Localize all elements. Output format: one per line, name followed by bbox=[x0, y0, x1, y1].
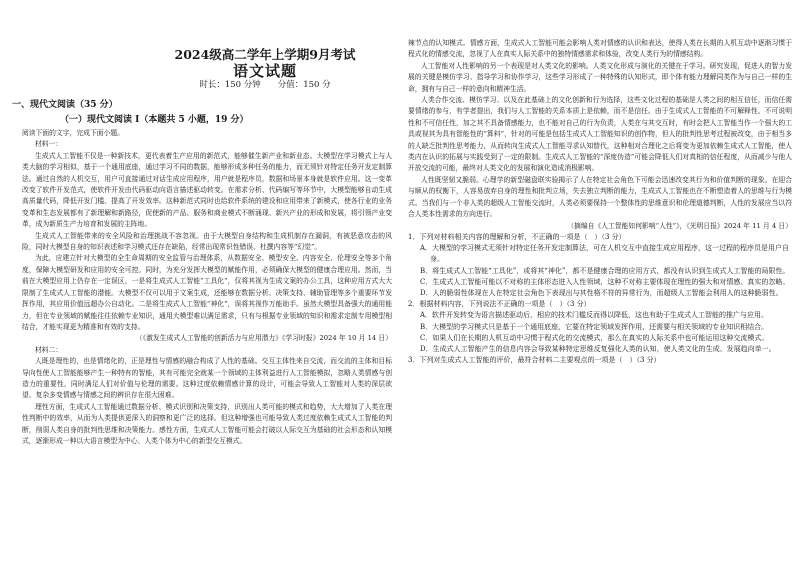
material2-continued: 辣节点的认知模式。情感方面，生成式人工智能可能会影响人类对情感的认识和表达，使得人类在长期的人机互动中逐渐习惯于程式化的情感交流，忽视了人在真实人际关系中的独特情感需求和体验，改变人类行为的情感结构。 bbox=[408, 39, 792, 59]
exam-meta: 时长：150 分钟 分值：150 分 bbox=[199, 80, 331, 90]
material2-paragraph: 人工智能对人性影响的另一个表现是对人类文化的影响。人类文化形成与演化的关键在于学习。研究发现，促进人的智力发展的关键是模仿学习、指导学习和协作学习，这些学习形成了一种特殊的认知形式，即个体有能力理解同类作为与自己一样的生命，拥有与自己一样的意向和精神生活。 bbox=[408, 61, 792, 93]
material2-paragraph: 人既是理性的，也是情绪化的，正是理性与情感的融合构成了人性的基础。交互主体性来自交流，而交流的主体和目标导向性使人工智能能够产生一种特有的智能，其有可能完全就某一个领域的主体利益进行人工智能模拟，忽略人类情感与创造力的重要性，同时满足人们对价值与伦理的需要。这种过度依赖情感计算的设计，可能会导致人工智能对人类的深层欲望、复杂多变情感与情感之间的辨识存在很大困难。 bbox=[22, 357, 392, 400]
material1-source: （《激发生成式人工智能的创新活力与应用潜力》《学习时报》2024 年 10 月 14 日） bbox=[135, 334, 392, 343]
question-2-option-b[interactable]: B．大模型的学习模式只是基于一个通用底座，它要在特定领域发挥作用，还需要与相关领域的专业知识相结合。 bbox=[420, 322, 769, 331]
question-1-option-d[interactable]: D．人的脆弱性体现在人在特定社会角色下表现出与其性格不符的异常行为，而超级人工智能会利用人的这种脆弱性。 bbox=[420, 288, 783, 297]
material2-label: 材料二： bbox=[35, 345, 63, 354]
material2-paragraph: 人性既坚韧又脆弱。心理学的新型磁盘联实验揭示了人在特定社会角色下可能会迅速改变其行为和价值判断的现象。在迎合与顺从的权衡下，人容易放弃自身的理性和批判立场，失去独立判断的能力，生成式人工智能也在不断塑造着人的思维与行为模式。当我们与一个非人类的超级人工智能交流时，人类必须要保持一个整体性的思维意识和伦理道德判断，人性的发展应当以符合人类本性需求的方向进行。 bbox=[408, 175, 792, 219]
material1-paragraph: 生成式人工智能不仅是一种新技术，更代表着生产应用的新范式，能够催生新产业和新业态。大模型在学习模式上与人类大脑的学习相似，基于一个通用底座，通过学习不同的数据，能够形成多种任务的能力，而无须针对特定任务开发定制算法。通过自然的人机交互，用户可直接通过对话生成应用程序，用户就是程序员，数据和场景本身就是软件应用。这一变革改变了软件开发范式，使软件开发由代码驱动向语言描述驱动转变。在需求分析、代码编写等环节中，大模型能够自动生成高质量代码，降低开发门槛、提高了开发效率。这种新范式同时也给软件系统的建设和应用带来了新模式，使各行业的业务变革和生态发展都有了新理解和新路径，促使新的产品、服务和商业模式不断涌现、新兴产业的形成和发展，将引领产业变革，成为新质生产力培育和发展的主阵地。 bbox=[22, 151, 392, 229]
subsection-heading: （一）现代文阅读 I（本题共 5 小题，19 分） bbox=[60, 115, 249, 125]
exam-title: 2024级高二学年上学期9月考试 bbox=[174, 47, 356, 62]
question-2-stem: 2．根据材料内容，下列说法不正确的一项是（ ）（3 分） bbox=[408, 300, 591, 309]
subject-title: 语文试题 bbox=[232, 62, 297, 80]
question-1-option-c[interactable]: C．生成式人工智能可能以不对称的主体形态进入人性领域，这种不对称主要体现在理性的强大和对情感、真实的忽略。 bbox=[420, 277, 790, 286]
question-2-option-d[interactable]: D．生成式人工智能产生的信息内容会导致某种特定思维反复强化人类的认知，使人类文化的生成、发展趋向单一。 bbox=[420, 344, 776, 353]
instruction: 阅读下面的文字，完成下面小题。 bbox=[22, 129, 124, 137]
left-column-body bbox=[22, 128, 392, 562]
question-1-option-a[interactable]: A．大模型的学习模式无须针对特定任务开发定制算法，可在人机交互中直接生成应用程序，这一过程的程序员是用户自身。 bbox=[420, 244, 790, 264]
question-2-option-c[interactable]: C．如果人们在长期的人机互动中习惯于程式化的交流模式，那么在真实的人际关系中也可能运用这种交流模式。 bbox=[420, 333, 769, 342]
material2-source: （摘编自《人工智能如何影响“人性”》，《光明日报》2024 年 11 月 4 日） bbox=[567, 221, 792, 230]
question-3-stem: 3．下列对生成式人工智能的评价，最符合材料二主要观点的一项是（ ）（3 分） bbox=[408, 356, 661, 365]
material1-paragraph: 为此，应建立针对大模型的全生命周期的安全监管与治理体系，从数据安全、模型安全、内容安全、伦理安全等多个角度，保障大模型研发和应用的安全可控。同时，为充分发挥大模型的赋能作用，必须确保大模型的健康合理应用。然而，当前在大模型应用上仍存在一定误区，一是将生成式人工智能“工具化”，仅将其视为生成文案的办公工具，这种应用方式大大限制了生成式人工智能的潜能。大模型不仅可以用于文案生成，还能够在数据分析、决策支持、辅助管理等多个重要环节发挥作用，其应用价值远超办公自动化。二是将生成式人工智能“神化”，误将其视作万能助手。虽然大模型具备强大的通用能力，但在专业领域的赋能往往依赖专业知识，通用大模型难以满足需求，只有与根据专业领域的知识和需求定制专用模型相结合，才能实现更为精准和有效的支持。 bbox=[22, 254, 392, 331]
material2-paragraph: 人类合作交流、模仿学习、以及在此基础上的文化创新和行为选择，这些文化过程的基础是人类之间的相互信任，而信任需要情绪的参与，有学者提出，我们与人工智能的关系本质上是依赖，而不是信任。由于生成式人工智能的不可解释性、不可说明性和不可信任性，加之其不具备情感能力，也不能对自己的行为负责，人类在与其交互时，有时会把人工智能当作一个强大的工具或视其为具有智能性的“算料”，针对的可能是包括生成式人工智能知识的创作物，但人的批判性思考过程被改变，由于相当多的人缺乏批判性思考能力，从而转向生成式人工智能寻求认知替代，这种相对合理化之后将变为更加依赖生成式人工智能，使人类内在认识的拓展与实践受到了一定的限制。生成式人工智能的“深度伪造”可能会降低人们对真相的信任程度，从而减少与他人开放交流的可能，最终对人类文化的发展和演化造成消极影响。 bbox=[408, 96, 792, 173]
question-1-option-b[interactable]: B．将生成式人工智能“工具化”，或将其“神化”，都不是健康合理的应用方式，都没有认识到生成式人工智能的局限性。 bbox=[420, 266, 790, 275]
material1-paragraph: 生成式人工智能带来的安全风险和治理挑战不容忽视。由于大模型自身结构和生成机制存在漏洞，有被恶意攻击的风险，同时大模型自身的知识表述和学习模式还存在缺陷，经常出现常识性错误、杜撰内容等“幻觉”。 bbox=[22, 231, 392, 252]
right-column-body bbox=[408, 38, 792, 562]
section-heading: 一、现代文阅读（35 分） bbox=[12, 100, 118, 110]
question-1-stem: 1．下列对材料相关内容的理解和分析，不正确的一项是（ ）（3 分） bbox=[408, 232, 626, 241]
material2-paragraph: 理性方面，生成式人工智能通过数据分析、模式识别和决策支持，识别出人类可能的模式和趋势，大大增加了人类在理性判断中的效率，从而为人类提供更深入的洞察和更广泛的选择。但这种增强也可能导致人类过度依赖生成式人工智能的判断，削弱人类自身的批判性思维和决策能力。感性方面，生成式人工智能可能会打破以人际交互为基础的社会形态和认知模式，逐渐形成一种以大语言模型为中心、人类个体为中心的新型交互模式。 bbox=[22, 402, 392, 445]
material1-label: 材料一： bbox=[35, 140, 63, 149]
question-2-option-a[interactable]: A．软件开发转变为语言描述驱动后，相应的技术门槛反而得以降低，这也有助于生成式人工智能的推广与应用。 bbox=[420, 311, 769, 320]
